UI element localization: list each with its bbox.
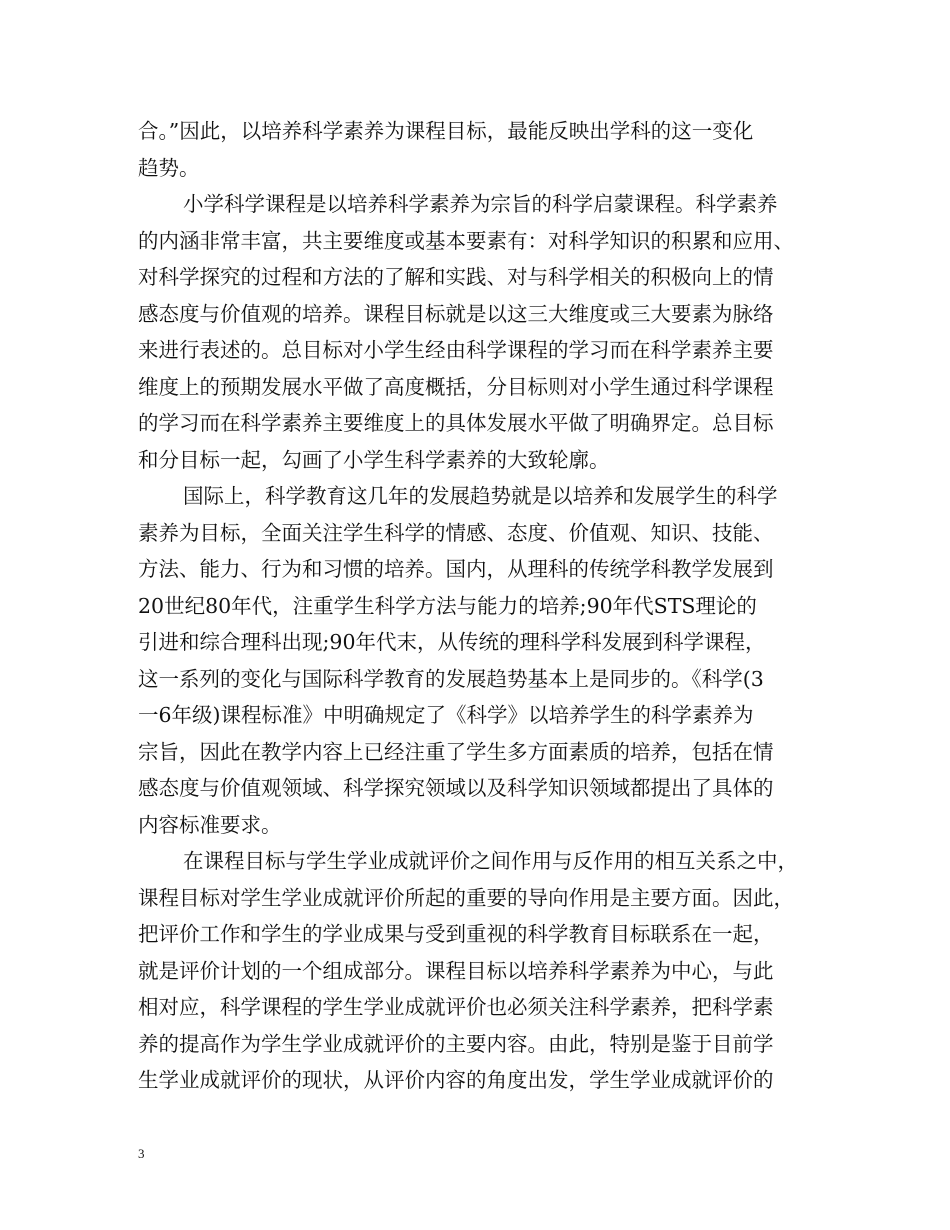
text-line: 课程目标对学生学业成就评价所起的重要的导向作用是主要方面。因此， [138, 885, 794, 910]
text-line: 就是评价计划的一个组成部分。课程目标以培养科学素养为中心，与此 [138, 958, 774, 983]
text-line: 趋势。 [138, 155, 200, 180]
text-line: 一6年级)课程标准》中明确规定了《科学》以培养学生的科学素养为 [138, 703, 754, 727]
text-line: 国际上，科学教育这几年的发展趋势就是以培养和发展学生的科学 [183, 484, 778, 508]
text-line: 合。”因此，以培养科学素养为课程目标，最能反映出学科的这一变化 [138, 119, 754, 143]
text-line: 和分目标一起，勾画了小学生科学素养的大致轮廓。 [138, 447, 610, 472]
text-line: 维度上的预期发展水平做了高度概括，分目标则对小学生通过科学课程 [138, 374, 774, 399]
text-line: 小学科学课程是以培养科学素养为宗旨的科学启蒙课程。科学素养 [183, 192, 778, 216]
text-line: 这一系列的变化与国际科学教育的发展趋势基本上是同步的。《科学(3 [138, 666, 764, 691]
text-line: 相对应，科学课程的学生学业成就评价也必须关注科学素养，把科学素 [138, 995, 774, 1019]
text-line: 生学业成就评价的现状，从评价内容的角度出发，学生学业成就评价的 [138, 1068, 774, 1092]
text-line: 感态度与价值观领域、科学探究领域以及科学知识领域都提出了具体的 [138, 776, 774, 800]
text-line: 在课程目标与学生学业成就评价之间作用与反作用的相互关系之中， [183, 849, 798, 873]
text-line: 的内涵非常丰富，共主要维度或基本要素有：对科学知识的积累和应用、 [138, 228, 794, 253]
text-line: 宗旨，因此在教学内容上已经注重了学生多方面素质的培养，包括在情 [138, 739, 774, 764]
body-text [138, 113, 818, 1099]
text-line: 对科学探究的过程和方法的了解和实践、对与科学相关的积极向上的情 [138, 265, 774, 289]
text-line: 把评价工作和学生的学业成果与受到重视的科学教育目标联系在一起， [138, 922, 774, 946]
text-line: 引进和综合理科出现;90年代末，从传统的理科学科发展到科学课程， [138, 630, 766, 654]
text-line: 方法、能力、行为和习惯的培养。国内，从理科的传统学科教学发展到 [138, 557, 774, 581]
text-line: 20世纪80年代，注重学生科学方法与能力的培养;90年代STS理论的 [138, 593, 757, 618]
text-line: 来进行表述的。总目标对小学生经由科学课程的学习而在科学素养主要 [138, 338, 774, 362]
text-line: 的学习而在科学素养主要维度上的具体发展水平做了明确界定。总目标 [138, 411, 774, 435]
text-line: 感态度与价值观的培养。课程目标就是以这三大维度或三大要素为脉络 [138, 301, 774, 326]
page-number: 3 [138, 1146, 145, 1161]
text-line: 内容标准要求。 [138, 812, 282, 837]
text-line: 养的提高作为学生学业成就评价的主要内容。由此，特别是鉴于目前学 [138, 1031, 774, 1056]
text-line: 素养为目标，全面关注学生科学的情感、态度、价值观、知识、技能、 [138, 520, 774, 545]
